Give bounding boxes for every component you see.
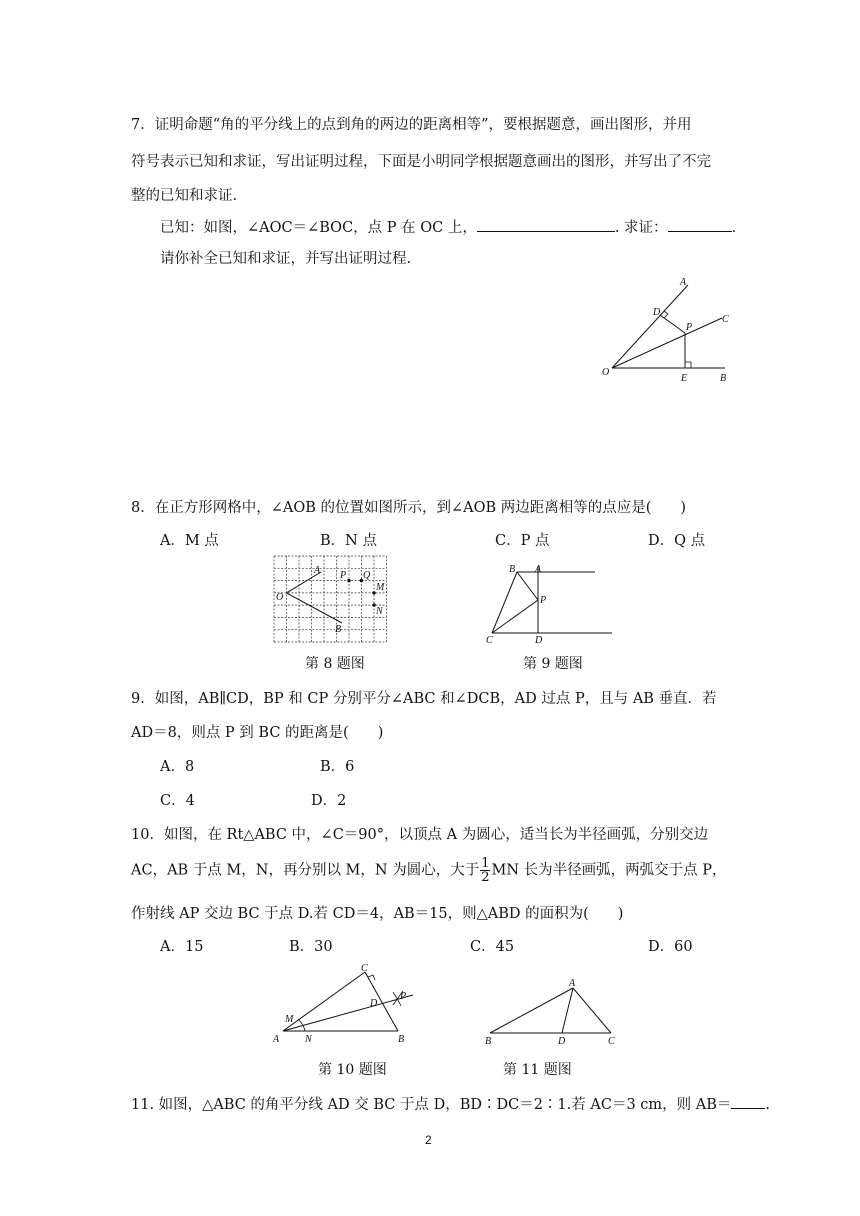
q10-option-b[interactable]: B．30: [289, 939, 333, 955]
q11-figure: [478, 972, 628, 1052]
q10-label-A: A: [273, 1034, 280, 1045]
q8-label-A: A: [314, 565, 321, 576]
q10-label-B: B: [398, 1034, 405, 1045]
q7-known-blank[interactable]: [477, 217, 615, 232]
q10-frac-num: 1: [481, 856, 490, 871]
q10-caption: 第 10 题图: [318, 1062, 387, 1078]
q7-label-A: A: [680, 277, 687, 288]
q7-label-E: E: [681, 373, 688, 384]
q9-line1: 9．如图，AB∥CD，BP 和 CP 分别平分∠ABC 和∠DCB，AD 过点 P，且与 AB 垂直．若: [131, 691, 717, 707]
q9-figure: [480, 560, 620, 650]
q10-line3: 作射线 AP 交边 BC 于点 D.若 CD＝4，AB＝15，则△ABD 的面积为( ): [131, 906, 624, 922]
q9-option-c[interactable]: C．4: [160, 793, 195, 809]
q10-option-c[interactable]: C．45: [470, 939, 515, 955]
q8-label-N: N: [376, 606, 383, 617]
q8-caption: 第 8 题图: [305, 656, 365, 672]
q8-stem: 8．在正方形网格中，∠AOB 的位置如图所示，到∠AOB 两边距离相等的点应是( ): [131, 500, 687, 516]
q7-label-D: D: [653, 307, 661, 318]
q11-answer-blank[interactable]: [731, 1094, 765, 1109]
q10-line2-b: MN 长为半径画弧，两弧交于点 P，: [491, 862, 727, 879]
q8-label-O: O: [276, 592, 284, 603]
q7-label-P: P: [686, 322, 693, 333]
q10-line1: 10．如图，在 Rt△ABC 中，∠C＝90°，以顶点 A 为圆心，适当长为半径画弧，分别交边: [131, 827, 709, 843]
q9-line2: AD＝8，则点 P 到 BC 的距离是( ): [131, 725, 384, 741]
q10-option-a[interactable]: A．15: [160, 939, 204, 955]
q10-label-N: N: [305, 1034, 312, 1045]
q11-text: 11. 如图，△ABC 的角平分线 AD 交 BC 于点 D，BD∶DC＝2∶1.若 AC＝3 cm，则 AB＝: [131, 1097, 732, 1113]
q8-option-c[interactable]: C．P 点: [495, 533, 550, 549]
q10-frac-den: 2: [481, 870, 490, 885]
q7-line2: 符号表示已知和求证，写出证明过程，下面是小明同学根据题意画出的图形，并写出了不完: [131, 154, 711, 170]
q9-label-D: D: [535, 635, 543, 646]
q11-end: .: [765, 1097, 770, 1113]
q7-label-B: B: [720, 373, 727, 384]
q10-fraction: [480, 857, 490, 884]
q7-prove-text: . 求证：: [614, 220, 668, 236]
q9-option-b[interactable]: B．6: [320, 759, 355, 775]
q8-label-M: M: [376, 582, 385, 593]
q9-label-B: B: [509, 564, 516, 575]
q7-instruction: 请你补全已知和求证，并写出证明过程.: [160, 251, 412, 267]
q10-line2: [131, 857, 727, 884]
q11-line1: [131, 1093, 770, 1114]
q8-option-b[interactable]: B．N 点: [320, 533, 377, 549]
q8-label-B: B: [335, 624, 342, 635]
q9-caption: 第 9 题图: [523, 656, 583, 672]
q9-label-C: C: [486, 635, 493, 646]
q8-label-Q: Q: [363, 570, 371, 581]
q10-line2-a: AC，AB 于点 M，N，再分别以 M，N 为圆心，大于: [131, 862, 480, 879]
q8-figure: [270, 555, 390, 645]
q10-label-P: P: [400, 991, 407, 1002]
q11-label-A: A: [569, 978, 576, 989]
q10-option-d[interactable]: D．60: [648, 939, 693, 955]
q9-label-A: A: [535, 564, 542, 575]
q9-label-P: P: [540, 595, 547, 606]
q8-option-a[interactable]: A．M 点: [160, 533, 219, 549]
q8-label-P: P: [340, 570, 347, 581]
q7-label-C: C: [722, 314, 729, 325]
q11-caption: 第 11 题图: [503, 1062, 572, 1078]
q9-option-a[interactable]: A．8: [160, 759, 195, 775]
q10-figure: [265, 962, 425, 1052]
q7-prove-blank[interactable]: [668, 217, 732, 232]
page-number: 2: [425, 1133, 432, 1147]
q7-line3: 整的已知和求证.: [131, 188, 238, 204]
q7-label-O: O: [602, 367, 610, 378]
q7-known-text: 已知：如图，∠AOC＝∠BOC，点 P 在 OC 上，: [160, 220, 477, 236]
q10-label-M: M: [285, 1014, 294, 1025]
q7-line1: 7．证明命题“角的平分线上的点到角的两边的距离相等”，要根据题意，画出图形，并用: [131, 117, 692, 133]
q7-figure: [590, 272, 750, 387]
q7-known-line: [160, 216, 736, 237]
q9-option-d[interactable]: D．2: [311, 793, 347, 809]
q11-label-B: B: [485, 1036, 492, 1047]
q10-label-D: D: [370, 998, 378, 1009]
q11-label-D: D: [558, 1036, 566, 1047]
q11-label-C: C: [608, 1036, 615, 1047]
q7-prove-end: .: [731, 220, 737, 236]
q8-option-d[interactable]: D．Q 点: [648, 533, 706, 549]
q10-label-C: C: [361, 963, 368, 974]
